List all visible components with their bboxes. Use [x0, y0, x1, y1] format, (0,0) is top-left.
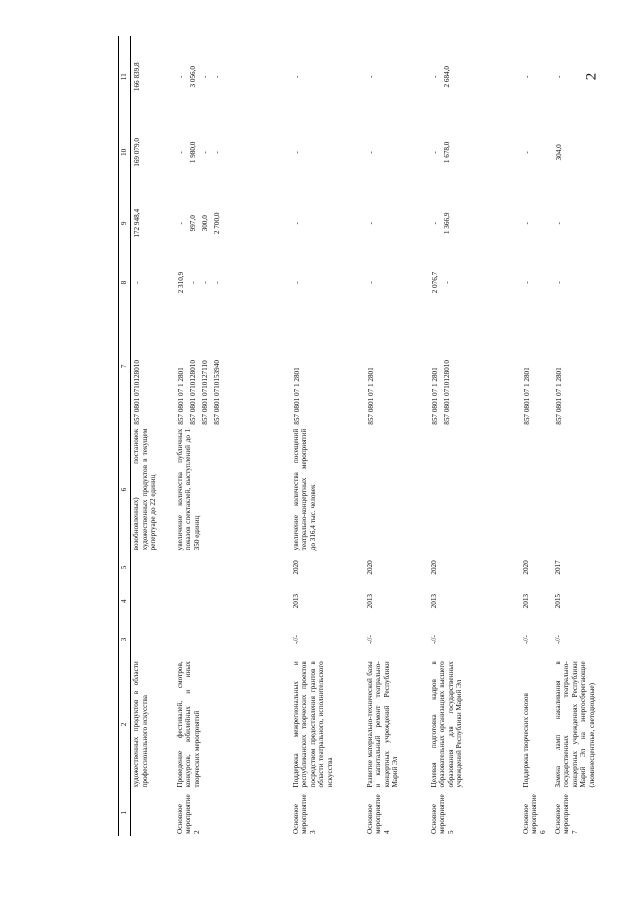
budget-code-cell: [521, 306, 553, 427]
activity-description: Проведение фестивалей, смотров, конкурсов, юбилейных и иных творческих мероприятий: [175, 661, 201, 788]
amount-col11-cell: [175, 36, 291, 117]
activity-name: Основное мероприятие 5: [429, 794, 455, 834]
column-number: 1: [119, 790, 131, 837]
amount-col10: 1 678,0: [442, 141, 451, 164]
activity-name: Основное мероприятие 6: [521, 794, 547, 834]
amount-col9: -: [430, 222, 439, 225]
start-year: 2013: [365, 593, 374, 609]
budget-code-cell: [131, 306, 175, 427]
activity-description: Целевая подготовка кадров в образовательных организациях высшего образования для государственных учреждений Республики Марий Эл: [429, 661, 464, 788]
responsible: -//-: [521, 635, 530, 644]
amount-col8: -: [366, 281, 375, 284]
table-row: [175, 36, 291, 836]
amount-col9: -: [554, 222, 563, 225]
amount-col8: -: [442, 281, 451, 284]
start-year: [131, 583, 175, 620]
column-number-row: [119, 36, 131, 836]
amount-col9-cell: [553, 187, 625, 259]
amount-col8: -: [554, 281, 563, 284]
responsible: [131, 620, 175, 660]
amount-col9: 1 366,9: [442, 212, 451, 235]
amount-col9-cell: [365, 187, 429, 259]
activity-description: Поддержка творческих союзов: [521, 693, 530, 788]
amount-col9: -: [366, 222, 375, 225]
page-number: 2: [583, 72, 600, 80]
amount-col10: -: [176, 151, 185, 154]
end-year: 2020: [365, 560, 374, 575]
amount-col10-cell: [131, 117, 175, 187]
table-row: [553, 36, 625, 836]
budget-code-cell: [175, 306, 291, 427]
amount-col9: -: [522, 222, 531, 225]
rotated-table-wrapper: [118, 36, 596, 836]
end-year: 2017: [553, 560, 562, 575]
amount-col11: -: [200, 75, 209, 78]
expected-result: [521, 427, 553, 553]
amount-col8: -: [133, 281, 141, 284]
amount-col11: -: [554, 75, 563, 78]
amount-col9: -: [176, 222, 185, 225]
amount-col10-cell: [291, 117, 365, 187]
column-number: 9: [119, 187, 131, 259]
budget-code-cell: [365, 306, 429, 427]
amount-col9-cell: [291, 187, 365, 259]
end-year: [175, 552, 291, 582]
budget-code: 857 0801 0710128010: [442, 360, 451, 425]
amount-col9-cell: [429, 187, 521, 259]
amount-col10-cell: [521, 117, 553, 187]
table-row: [429, 36, 521, 836]
end-year: 2020: [291, 560, 300, 575]
amount-col9-cell: [175, 187, 291, 259]
budget-code: 857 0801 07 1 2801: [176, 367, 185, 425]
amount-col8: -: [522, 281, 531, 284]
expected-result: возобновленных) постановок художественных продуктов в текущем репертуаре до 22 единиц: [132, 428, 158, 551]
amount-col11: -: [522, 75, 531, 78]
end-year: 2020: [521, 560, 530, 575]
amount-col8-cell: [429, 259, 521, 306]
activity-name: Основное мероприятие 2: [175, 794, 201, 834]
activity-name: Основное мероприятие 7: [553, 794, 579, 834]
amount-col11-cell: [131, 36, 175, 117]
expected-result: [553, 427, 625, 553]
amount-col10: 169 079,0: [133, 138, 141, 167]
column-number: 2: [119, 659, 131, 789]
column-number: 6: [119, 427, 131, 553]
activity-description: Поддержка межрегиональных и республиканских творческих проектов посредством предоставления грантов в области театрального, исполнительского искусства: [291, 661, 334, 788]
responsible: -//-: [365, 635, 374, 644]
budget-code: 857 0801 0710128010: [188, 360, 197, 425]
amount-col11: -: [430, 75, 439, 78]
activity-name: Основное мероприятие 4: [365, 794, 391, 834]
amount-col10-cell: [175, 117, 291, 187]
table-row: [365, 36, 429, 836]
amount-col10: -: [522, 151, 531, 154]
column-number: 7: [119, 306, 131, 427]
column-number: 3: [119, 620, 131, 660]
amount-col8: -: [200, 281, 209, 284]
amount-col8: -: [292, 281, 301, 284]
amount-col11: 2 684,0: [442, 65, 451, 88]
amount-col11: -: [212, 75, 221, 78]
amount-col10-cell: [365, 117, 429, 187]
column-number: 5: [119, 552, 131, 582]
amount-col11: 166 839,8: [133, 62, 141, 92]
budget-code: 857 0801 07 1 2801: [292, 367, 301, 425]
amount-col8-cell: [291, 259, 365, 306]
budget-code-cell: [553, 306, 625, 427]
amount-col9: 300,0: [200, 215, 209, 232]
amount-col8-cell: [521, 259, 553, 306]
amount-col11-cell: [291, 36, 365, 117]
budget-code: 857 0801 0710153940: [212, 360, 221, 425]
amount-col8-cell: [365, 259, 429, 306]
amount-col9: -: [292, 222, 301, 225]
amount-col8: 2 076,7: [430, 271, 439, 294]
responsible: -//-: [429, 635, 438, 644]
budget-code: 857 0801 07 1 2801: [554, 367, 563, 425]
start-year: [175, 583, 291, 620]
end-year: 2020: [429, 560, 438, 575]
amount-col11: 3 056,0: [188, 65, 197, 88]
activity-description: Замена ламп накаливания в государственных театрально-концертных учреждениях Республики Марий Эл на энергосберегающие (люминесцентные, светодиодные): [553, 661, 596, 788]
amount-col9-cell: [131, 187, 175, 259]
amount-col10-cell: [553, 117, 625, 187]
budget-code: 857 0801 0710128010: [133, 360, 141, 425]
responsible: -//-: [553, 635, 562, 644]
column-number: 4: [119, 583, 131, 620]
amount-col11-cell: [365, 36, 429, 117]
activity-description: Развитие материально-технической базы и капитальный ремонт театрально-концертных учреждений Республики Марий Эл: [365, 661, 400, 788]
amount-col9: 2 700,0: [212, 212, 221, 235]
activity-name: Основное мероприятие 3: [291, 794, 317, 834]
expected-result: [365, 427, 429, 553]
amount-col8: -: [212, 281, 221, 284]
expected-result: увеличение количества публичных показов спектаклей, выступлений до 1 350 единиц: [175, 428, 201, 551]
budget-code-cell: [429, 306, 521, 427]
amount-col11: -: [292, 75, 301, 78]
amount-col10: 304,0: [554, 144, 563, 161]
amount-col11: -: [176, 75, 185, 78]
table-row: [291, 36, 365, 836]
expected-result: [429, 427, 521, 553]
budget-code: 857 0801 0710127110: [200, 360, 209, 425]
start-year: 2013: [521, 593, 530, 609]
budget-code: 857 0801 07 1 2801: [522, 367, 531, 425]
amount-col11: -: [366, 75, 375, 78]
column-number: 11: [119, 36, 131, 117]
amount-col10: -: [200, 151, 209, 154]
budget-code-cell: [291, 306, 365, 427]
table-row: [521, 36, 553, 836]
amount-col10: 1 980,0: [188, 141, 197, 164]
responsible: [175, 620, 291, 660]
amount-col10: -: [366, 151, 375, 154]
amount-col10: -: [212, 151, 221, 154]
amount-col8-cell: [131, 259, 175, 306]
program-activities-table: [118, 36, 625, 836]
amount-col10-cell: [429, 117, 521, 187]
end-year: [131, 552, 175, 582]
activity-name: [131, 790, 175, 837]
activity-description: художественных продуктов в области профессионального искусства: [132, 661, 149, 788]
start-year: 2015: [553, 593, 562, 609]
start-year: 2013: [429, 593, 438, 609]
budget-code: 857 0801 07 1 2801: [430, 367, 439, 425]
amount-col11-cell: [553, 36, 625, 117]
column-number: 8: [119, 259, 131, 306]
amount-col10: -: [292, 151, 301, 154]
amount-col9: 997,0: [188, 215, 197, 232]
amount-col9: 172 948,4: [133, 208, 141, 238]
column-number: 10: [119, 117, 131, 187]
responsible: -//-: [291, 635, 300, 644]
amount-col11-cell: [521, 36, 553, 117]
amount-col8-cell: [553, 259, 625, 306]
amount-col9-cell: [521, 187, 553, 259]
start-year: 2013: [291, 593, 300, 609]
amount-col8-cell: [175, 259, 291, 306]
amount-col10: -: [430, 151, 439, 154]
table-row: [131, 36, 175, 836]
expected-result: увеличение количества посещений театрально-концертных мероприятий до 316,4 тыс. человек: [291, 428, 317, 551]
amount-col11-cell: [429, 36, 521, 117]
amount-col8: -: [188, 281, 197, 284]
amount-col8: 2 310,9: [176, 271, 185, 294]
budget-code: 857 0801 07 1 2801: [366, 367, 375, 425]
